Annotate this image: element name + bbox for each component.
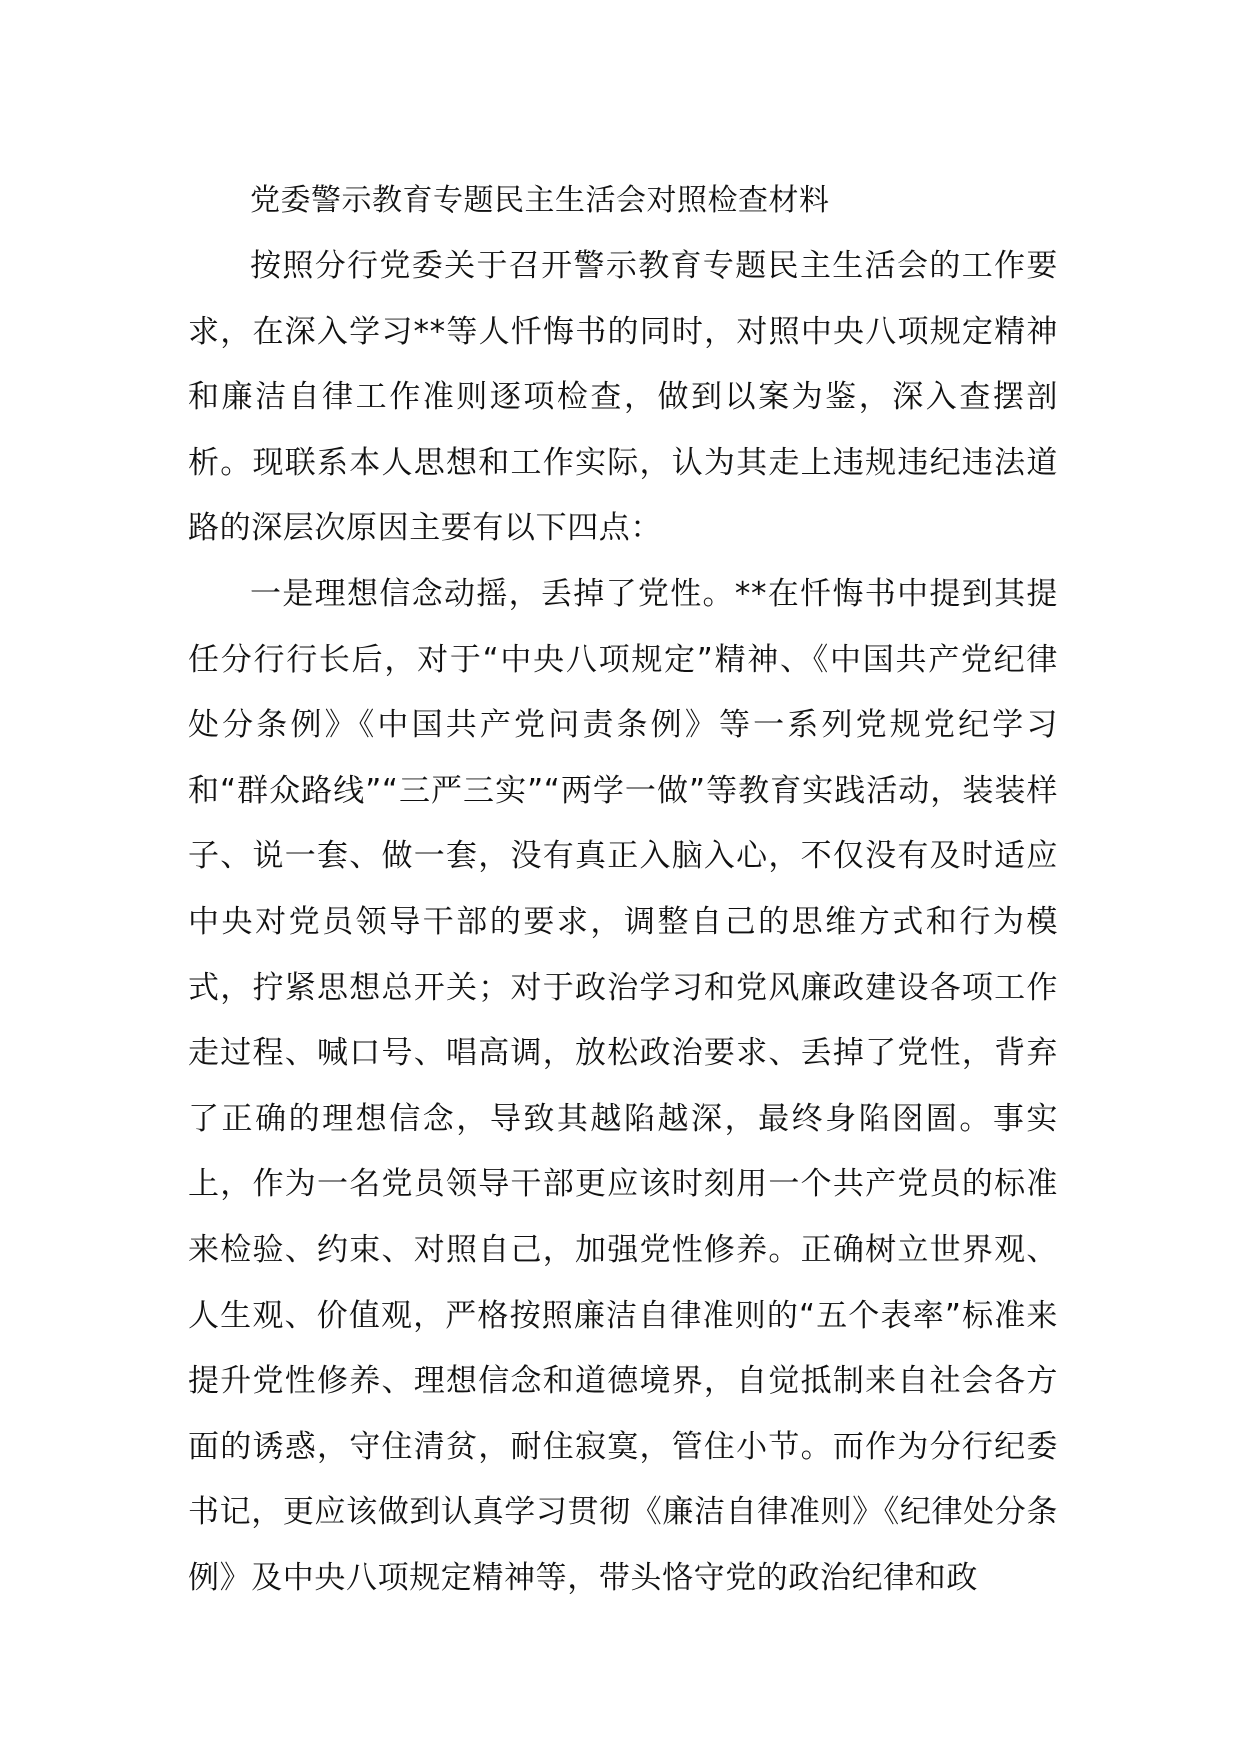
paragraph-intro: 按照分行党委关于召开警示教育专题民主生活会的工作要求，在深入学习**等人忏悔书的同时，对照中央八项规定精神和廉洁自律工作准则逐项检查，做到以案为鉴，深入查摆剖析。现联系本人思想和工作实际，认为其走上违规违纪违法道路的深层次原因主要有以下四点： (188, 248, 1058, 547)
document-title: 党委警示教育专题民主生活会对照检查材料 (250, 183, 830, 218)
document-body (188, 168, 1058, 1611)
paragraph-point-one: 一是理想信念动摇，丢掉了党性。**在忏悔书中提到其提任分行行长后，对于“中央八项规定”精神、《中国共产党纪律处分条例》《中国共产党问责条例》等一系列党规党纪学习和“群众路线”“三严三实”“两学一做”等教育实践活动，装装样子、说一套、做一套，没有真正入脑入心，不仅没有及时适应中央对党员领导干部的要求，调整自己的思维方式和行为模式，拧紧思想总开关；对于政治学习和党风廉政建设各项工作走过程、喊口号、唱高调，放松政治要求、丢掉了党性，背弃了正确的理想信念，导致其越陷越深，最终身陷囹圄。事实上，作为一名党员领导干部更应该时刻用一个共产党员的标准来检验、约束、对照自己，加强党性修养。正确树立世界观、人生观、价值观，严格按照廉洁自律准则的“五个表率”标准来提升党性修养、理想信念和道德境界，自觉抵制来自社会各方面的诱惑，守住清贫，耐住寂寞，管住小节。而作为分行纪委书记，更应该做到认真学习贯彻《廉洁自律准则》《纪律处分条例》及中央八项规定精神等，带头恪守党的政治纪律和政 (188, 575, 1058, 1596)
